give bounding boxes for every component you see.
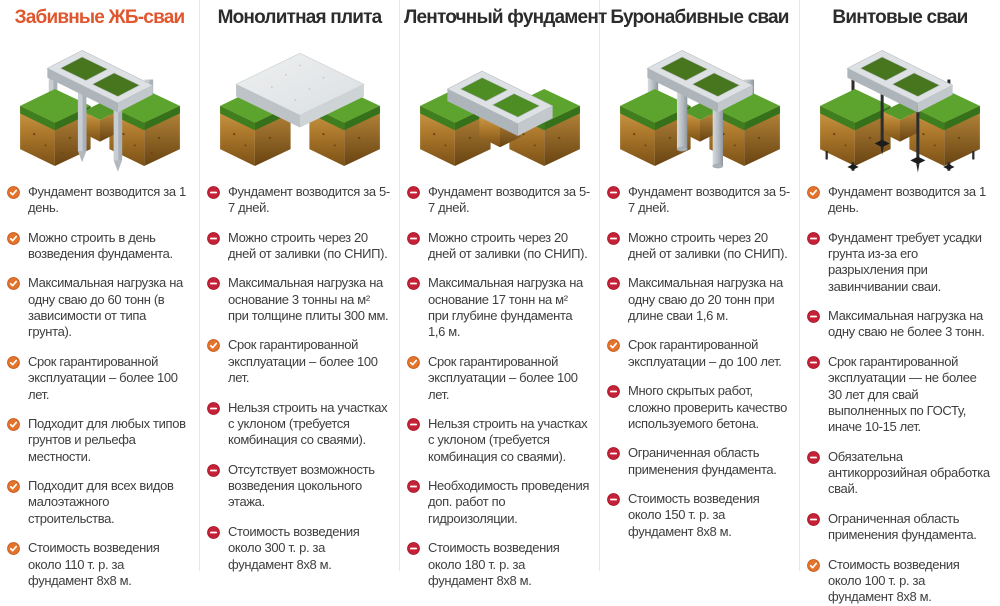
feature-text: Фундамент возводится за 1 день. xyxy=(828,183,986,216)
check-icon xyxy=(7,480,20,493)
feature-text: Можно строить через 20 дней от заливки (по СНИП). xyxy=(228,229,388,261)
feature-text: Можно строить через 20 дней от заливки (по СНИП). xyxy=(628,229,788,261)
driven-rc-piles-illustration xyxy=(6,29,194,179)
feature-item xyxy=(7,184,190,217)
column-title: Винтовые сваи xyxy=(832,7,968,28)
minus-icon xyxy=(607,186,620,199)
strip-foundation-illustration xyxy=(406,29,594,179)
minus-icon xyxy=(807,451,820,464)
minus-icon xyxy=(407,186,420,199)
feature-item xyxy=(807,557,991,606)
screw-piles-illustration xyxy=(806,29,994,179)
monolithic-slab-illustration xyxy=(206,29,394,179)
feature-text: Фундамент возводится за 1 день. xyxy=(28,183,186,216)
feature-text: Можно строить в день возведения фундамента. xyxy=(28,229,173,261)
check-icon xyxy=(807,186,820,199)
minus-icon xyxy=(807,356,820,369)
feature-text: Стоимость возведения около 110 т. р. за фундамент 8х8 м. xyxy=(28,540,160,588)
feature-text: Нельзя строить на участках с уклоном (требуется комбинация со сваями). xyxy=(428,415,588,464)
feature-item xyxy=(607,275,790,324)
feature-list xyxy=(0,184,199,590)
bored-piles-illustration xyxy=(606,29,794,179)
minus-icon xyxy=(407,232,420,245)
feature-text: Фундамент возводится за 5-7 дней. xyxy=(628,183,790,216)
feature-text: Максимальная нагрузка на одну сваю до 60 тонн (в зависимости от типа грунта). xyxy=(28,275,183,340)
feature-item xyxy=(607,491,790,540)
feature-item xyxy=(207,337,390,386)
feature-text: Срок гарантированной эксплуатации – до 100 лет. xyxy=(628,337,782,369)
feature-text: Много скрытых работ, сложно проверить качество используемого бетона. xyxy=(628,383,787,431)
check-icon xyxy=(607,339,620,352)
feature-item xyxy=(807,184,991,217)
feature-text: Стоимость возведения около 180 т. р. за фундамент 8х8 м. xyxy=(428,540,560,588)
feature-item xyxy=(207,230,390,263)
minus-icon xyxy=(407,480,420,493)
feature-item xyxy=(807,354,991,436)
minus-icon xyxy=(407,277,420,290)
check-icon xyxy=(7,232,20,245)
feature-text: Ограниченная область применения фундамента. xyxy=(828,510,977,543)
minus-icon xyxy=(207,464,220,477)
feature-text: Максимальная нагрузка на одну сваю не более 3 тонн. xyxy=(828,308,985,340)
feature-item xyxy=(207,275,390,324)
feature-text: Стоимость возведения около 150 т. р. за фундамент 8х8 м. xyxy=(628,491,760,539)
feature-item xyxy=(207,524,390,573)
feature-text: Ограниченная область применения фундамента. xyxy=(628,445,777,477)
feature-item xyxy=(207,184,390,217)
feature-text: Необходимость проведения доп. работ по гидроизоляции. xyxy=(428,478,590,526)
check-icon xyxy=(7,418,20,431)
minus-icon xyxy=(407,418,420,431)
feature-item xyxy=(407,354,590,403)
feature-item xyxy=(407,184,590,217)
minus-icon xyxy=(607,493,620,506)
feature-item xyxy=(7,354,190,403)
feature-text: Стоимость возведения около 300 т. р. за фундамент 8х8 м. xyxy=(228,523,360,572)
feature-item xyxy=(407,540,590,589)
feature-text: Максимальная нагрузка на одну сваю до 20 тонн при длине сваи 1,6 м. xyxy=(628,275,783,324)
column-illustration xyxy=(800,29,1000,179)
column-title: Монолитная плита xyxy=(217,7,382,28)
check-icon xyxy=(207,339,220,352)
feature-text: Обязательна антикоррозийная обработка свай. xyxy=(828,448,990,497)
column-illustration xyxy=(0,29,199,179)
feature-text: Максимальная нагрузка на основание 3 тонны на м² при толщине плиты 300 мм. xyxy=(228,275,389,324)
feature-item xyxy=(607,230,790,263)
feature-item xyxy=(607,184,790,217)
feature-list xyxy=(400,184,599,590)
check-icon xyxy=(7,277,20,290)
column-title: Забивные ЖБ-сваи xyxy=(14,7,185,28)
feature-item xyxy=(807,230,991,296)
feature-list xyxy=(600,184,799,540)
feature-item xyxy=(407,275,590,341)
feature-item xyxy=(607,337,790,370)
feature-text: Нельзя строить на участках с уклоном (требуется комбинация со сваями). xyxy=(228,399,388,448)
feature-text: Подходит для всех видов малоэтажного строительства. xyxy=(28,478,174,526)
feature-list xyxy=(200,184,399,573)
feature-item xyxy=(7,540,190,589)
minus-icon xyxy=(207,232,220,245)
feature-item xyxy=(207,400,390,449)
minus-icon xyxy=(207,277,220,290)
feature-item xyxy=(7,416,190,465)
foundation-column xyxy=(400,0,607,588)
feature-item xyxy=(7,478,190,527)
feature-text: Подходит для любых типов грунтов и рельефа местности. xyxy=(28,415,186,464)
minus-icon xyxy=(407,542,420,555)
minus-icon xyxy=(807,232,820,245)
minus-icon xyxy=(607,385,620,398)
minus-icon xyxy=(207,526,220,539)
feature-text: Фундамент возводится за 5-7 дней. xyxy=(428,183,590,216)
feature-text: Фундамент требует усадки грунта из-за его разрыхления при завинчивании сваи. xyxy=(828,229,982,294)
feature-item xyxy=(407,416,590,465)
feature-list xyxy=(800,184,1000,606)
feature-text: Стоимость возведения около 100 т. р. за фундамент 8х8 м. xyxy=(828,556,960,605)
feature-item xyxy=(407,478,590,527)
feature-item xyxy=(7,275,190,341)
feature-item xyxy=(807,449,991,498)
column-title: Буронабивные сваи xyxy=(610,7,789,28)
feature-text: Срок гарантированной эксплуатации – более 100 лет. xyxy=(228,337,378,386)
soil-block xyxy=(820,89,891,166)
feature-text: Отсутствует возможность возведения цокольного этажа. xyxy=(228,461,375,510)
feature-text: Срок гарантированной эксплуатации — не более 30 лет для свай выполненных по ГОСТу, иначе 10-15 лет. xyxy=(828,353,977,435)
feature-item xyxy=(7,230,190,263)
check-icon xyxy=(7,542,20,555)
check-icon xyxy=(407,356,420,369)
column-illustration xyxy=(600,29,799,179)
feature-item xyxy=(607,383,790,432)
column-illustration xyxy=(400,29,599,179)
minus-icon xyxy=(207,402,220,415)
column-title: Ленточный фундамент xyxy=(404,7,607,28)
minus-icon xyxy=(807,310,820,323)
minus-icon xyxy=(607,447,620,460)
column-illustration xyxy=(200,29,399,179)
feature-item xyxy=(607,445,790,478)
feature-item xyxy=(807,308,991,341)
foundation-column xyxy=(200,0,400,571)
minus-icon xyxy=(807,513,820,526)
feature-text: Максимальная нагрузка на основание 17 тонн на м² при глубине фундамента 1,6 м. xyxy=(428,275,583,340)
foundation-column xyxy=(0,0,200,588)
feature-text: Срок гарантированной эксплуатации – более 100 лет. xyxy=(428,353,578,402)
check-icon xyxy=(807,559,820,572)
minus-icon xyxy=(207,186,220,199)
foundation-column xyxy=(600,0,800,571)
feature-item xyxy=(807,511,991,544)
minus-icon xyxy=(607,232,620,245)
check-icon xyxy=(7,186,20,199)
foundation-column xyxy=(800,0,1000,605)
check-icon xyxy=(7,356,20,369)
minus-icon xyxy=(607,277,620,290)
feature-item xyxy=(207,462,390,511)
feature-text: Срок гарантированной эксплуатации – более 100 лет. xyxy=(28,353,178,402)
feature-text: Фундамент возводится за 5-7 дней. xyxy=(228,183,390,216)
feature-item xyxy=(407,230,590,263)
feature-text: Можно строить через 20 дней от заливки (по СНИП). xyxy=(428,229,588,261)
